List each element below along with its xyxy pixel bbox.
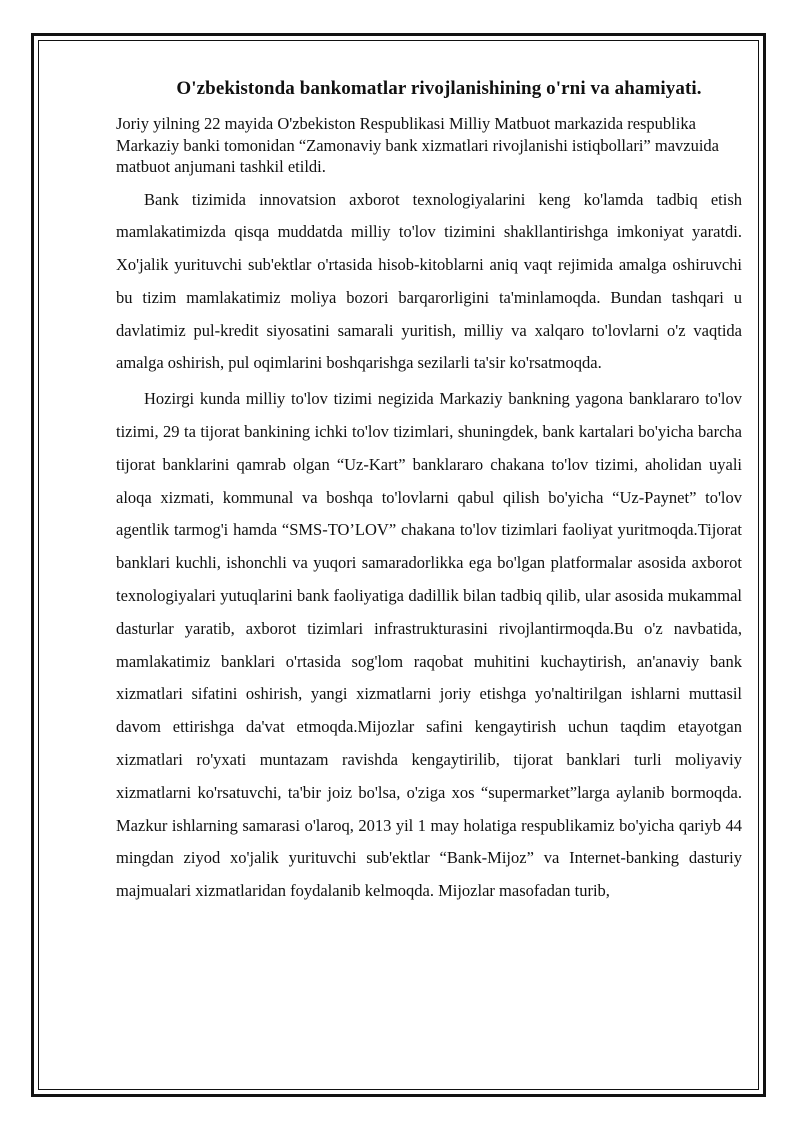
document-body xyxy=(116,76,742,908)
document-title: O'zbekistonda bankomatlar rivojlanishining o'rni va ahamiyati. xyxy=(176,78,702,99)
intro-paragraph: Joriy yilning 22 mayida O'zbekiston Respublikasi Milliy Matbuot markazida respublika Markaziy banki tomonidan “Zamonaviy bank xizmatlari rivojlanishi istiqbollari” mavzuida matbuot anjumani tashkil etildi. xyxy=(116,114,719,176)
body-paragraph-1: Bank tizimida innovatsion axborot texnologiyalarini keng ko'lamda tadbiq etish mamlakatimizda qisqa muddatda milliy to'lov tizimini shakllantirishga imkoniyat yaratdi. Xo'jalik yurituvchi sub'ektlar o'rtasida hisob-kitoblarni aniq vaqt rejimida amalga oshiruvchi bu tizim mamlakatimiz moliya bozori barqarorligini ta'minlamoqda. Bundan tashqari u davlatimiz pul-kredit siyosatini samarali yuritish, milliy va xalqaro to'lovlarni o'z vaqtida amalga oshirish, pul oqimlarini boshqarishga sezilarli ta'sir ko'rsatmoqda. xyxy=(116,189,742,373)
body-paragraph-2: Hozirgi kunda milliy to'lov tizimi negizida Markaziy bankning yagona banklararo to'lov tizimi, 29 ta tijorat bankining ichki to'lov tizimlari, shuningdek, bank kartalari bo'yicha barcha tijorat banklarini qamrab olgan “Uz-Kart” banklararo chakana to'lov tizimi, aholidan uyali aloqa xizmati, kommunal va boshqa to'lovlarni qabul qilish bo'yicha “Uz-Paynet” to'lov agentlik tarmog'i hamda “SMS-TO’LOV” chakana to'lov tizimlari faoliyat yuritmoqda.Tijorat banklari kuchli, ishonchli va yuqori samaradorlikka ega bo'lgan platformalar asosida axborot texnologiyalari yutuqlarini bank faoliyatiga dadillik bilan tadbiq qilib, ular asosida mukammal dasturlar yaratib, axborot tizimlari infrastrukturasini rivojlantirmoqda.Bu o'z navbatida, mamlakatimiz banklari o'rtasida sog'lom raqobat muhitini kuchaytirish, an'anaviy bank xizmatlari sifatini oshirish, yangi xizmatlarni joriy etishga yo'naltirilgan ishlarni muttasil davom ettirishga da'vat etmoqda.Mijozlar safini kengaytirish uchun taqdim etayotgan xizmatlari ro'yxati muntazam ravishda kengaytirilib, tijorat banklari turli moliyaviy xizmatlarni ko'rsatuvchi, ta'bir joiz bo'lsa, o'ziga xos “supermarket”larga aylanib bormoqda. Mazkur ishlarning samarasi o'laroq, 2013 yil 1 may holatiga respublikamiz bo'yicha qariyb 44 mingdan ziyod xo'jalik yurituvchi sub'ektlar “Bank-Mijoz” va Internet-banking dasturiy majmualari xizmatlaridan foydalanib kelmoqda. Mijozlar masofadan turib, xyxy=(116,389,742,901)
